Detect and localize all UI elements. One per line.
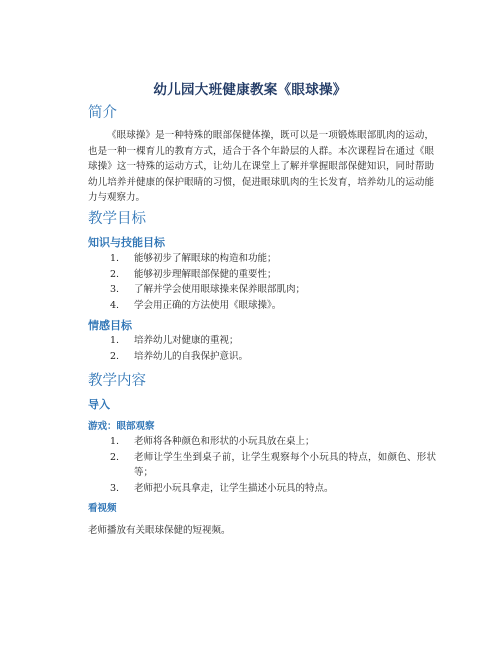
document-title: 幼儿园大班健康教案《眼球操》 — [153, 82, 347, 98]
list-item — [110, 481, 436, 497]
list-item-number: 2. — [110, 451, 120, 463]
list-item-text: 老师将各种颜色和形状的小玩具放在桌上； — [134, 436, 315, 447]
content-heading: 教学内容 — [88, 373, 146, 389]
list-item-number: 3. — [110, 482, 120, 494]
list-item — [110, 298, 436, 314]
game-steps-list — [110, 434, 436, 496]
list-item — [110, 251, 436, 267]
knowledge-goals-list — [110, 251, 436, 313]
list-item — [110, 349, 436, 365]
lead-in-heading: 导入 — [88, 398, 110, 411]
list-item-number: 2. — [110, 350, 120, 362]
game-heading: 游戏：眼部观察 — [88, 421, 155, 432]
goals-heading: 教学目标 — [88, 211, 146, 227]
emotion-goals-heading: 情感目标 — [88, 319, 132, 332]
list-item-number: 3. — [110, 284, 120, 295]
list-item-number: 1. — [110, 253, 120, 264]
list-item — [110, 434, 436, 450]
intro-paragraph: 《眼球操》是一种特殊的眼部保健体操，既可以是一项锻炼眼部肌肉的运动，也是一种一棵育儿的教育方式，适合于各个年龄层的人群。本次课程旨在通过《眼球操》这一特殊的运动方式，让幼儿在课堂上了解并掌握眼部保健知识，同时帮助幼儿培养并健康的保护眼睛的习惯，促进眼球肌肉的生长发育，培养幼儿的运动能力与观察力。 — [88, 130, 434, 203]
list-item-text: 老师把小玩具拿走，让学生描述小玩具的特点。 — [134, 482, 334, 494]
list-item-text: 能够初步理解眼部保健的重要性； — [134, 268, 277, 280]
list-item-text: 学会用正确的方法使用《眼球操》。 — [134, 299, 282, 311]
list-item-text: 培养幼儿的自我保护意识。 — [134, 350, 249, 362]
list-item-text: 了解并学会使用眼球操来保养眼部肌肉； — [134, 284, 306, 295]
list-item-number: 4. — [110, 299, 120, 311]
list-item-text: 培养幼儿对健康的重视； — [134, 335, 239, 346]
video-heading: 看视频 — [88, 503, 117, 514]
list-item — [110, 333, 436, 349]
video-description: 老师播放有关眼球保健的短视频。 — [88, 525, 231, 536]
list-item — [110, 267, 436, 283]
list-item-number: 2. — [110, 268, 120, 280]
list-item-number: 1. — [110, 436, 120, 447]
knowledge-goals-heading: 知识与技能目标 — [88, 236, 165, 249]
intro-heading: 简介 — [88, 105, 117, 121]
list-item-text: 老师让学生坐到桌子前，让学生观察每个小玩具的特点，如颜色、形状等； — [134, 451, 436, 478]
list-item-number: 1. — [110, 335, 120, 346]
list-item — [110, 450, 436, 481]
list-item — [110, 282, 436, 298]
list-item-text: 能够初步了解眼球的构造和功能； — [134, 253, 277, 264]
emotion-goals-list — [110, 333, 436, 364]
